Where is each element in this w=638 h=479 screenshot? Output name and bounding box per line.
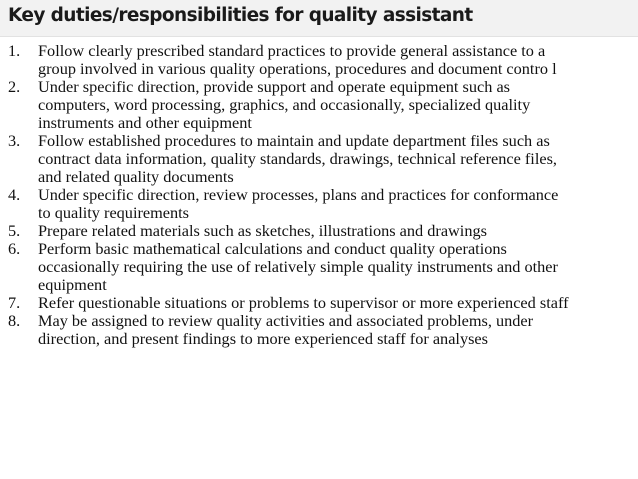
duty-number: 7. bbox=[8, 293, 21, 312]
duty-item-3 bbox=[0, 132, 630, 186]
duty-number: 6. bbox=[8, 239, 21, 258]
duty-item-6 bbox=[0, 240, 630, 294]
duty-line: occasionally requiring the use of relatively simple quality instruments and other bbox=[38, 257, 558, 276]
duty-line: Under specific direction, provide support and operate equipment such as bbox=[38, 77, 511, 96]
duty-line: Follow clearly prescribed standard practices to provide general assistance to a bbox=[38, 41, 546, 60]
duty-line: group involved in various quality operations, procedures and document contro l bbox=[38, 59, 557, 78]
duty-number: 1. bbox=[8, 41, 21, 60]
duty-number: 4. bbox=[8, 185, 21, 204]
duty-line: to quality requirements bbox=[38, 203, 190, 222]
duty-line: equipment bbox=[38, 275, 107, 294]
duty-number: 5. bbox=[8, 221, 21, 240]
duty-line: contract data information, quality standards, drawings, technical reference files, bbox=[38, 149, 557, 168]
duty-line: computers, word processing, graphics, and occasionally, specialized quality bbox=[38, 95, 531, 114]
duty-item-2 bbox=[0, 78, 630, 132]
duty-line: Prepare related materials such as sketches, illustrations and drawings bbox=[38, 221, 487, 240]
duty-line: May be assigned to review quality activities and associated problems, under bbox=[38, 311, 534, 330]
duty-item-1 bbox=[0, 42, 630, 78]
duties-list bbox=[0, 42, 630, 348]
duty-item-4 bbox=[0, 186, 630, 222]
duty-line: Under specific direction, review processes, plans and practices for conformance bbox=[38, 185, 559, 204]
title-bar bbox=[0, 0, 638, 37]
duty-line: direction, and present findings to more experienced staff for analyses bbox=[38, 329, 488, 348]
duty-number: 3. bbox=[8, 131, 21, 150]
duty-line: Refer questionable situations or problems to supervisor or more experienced staff bbox=[38, 293, 569, 312]
duty-line: and related quality documents bbox=[38, 167, 234, 186]
duty-number: 2. bbox=[8, 77, 21, 96]
duty-line: instruments and other equipment bbox=[38, 113, 252, 132]
page-title: Key duties/responsibilities for quality assistant bbox=[8, 5, 473, 26]
duty-line: Follow established procedures to maintain and update department files such as bbox=[38, 131, 550, 150]
duty-item-8 bbox=[0, 312, 630, 348]
duty-number: 8. bbox=[8, 311, 21, 330]
duty-line: Perform basic mathematical calculations and conduct quality operations bbox=[38, 239, 507, 258]
duty-item-5 bbox=[0, 222, 630, 240]
duty-item-7 bbox=[0, 294, 630, 312]
